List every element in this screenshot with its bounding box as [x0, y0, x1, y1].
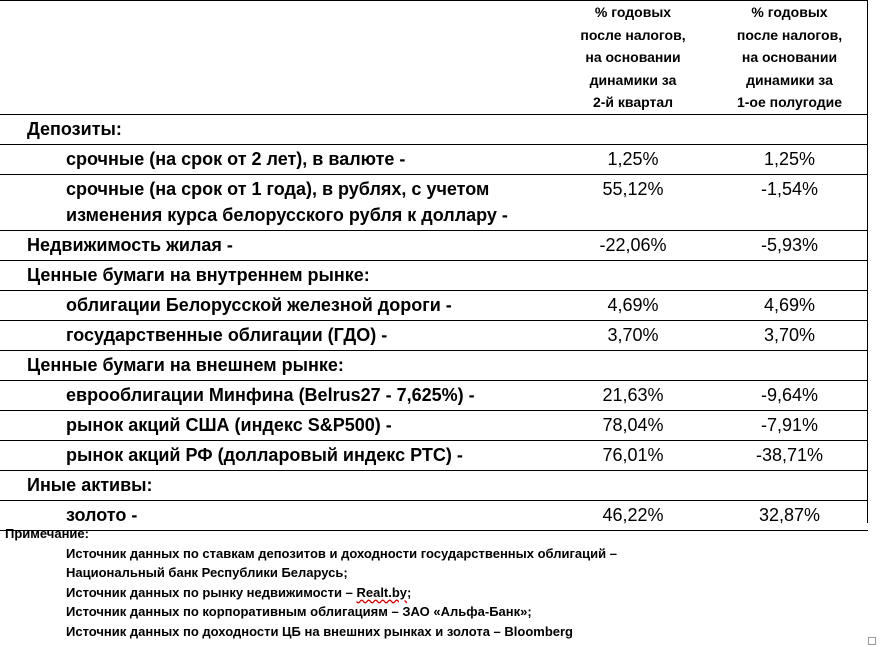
note-realt-suffix: ;: [407, 584, 412, 600]
note-line: Национальный банк Республики Беларусь;: [66, 565, 348, 580]
row-label: Иные активы:: [0, 470, 555, 500]
row-q2-value: [555, 470, 711, 500]
row-q2-value: [555, 260, 711, 290]
row-label: срочные (на срок от 1 года), в рублях, с учетом изменения курса белорусского рубля к доллару -: [0, 174, 555, 230]
row-h1-value: 32,87%: [711, 500, 868, 530]
row-q2-value: -22,06%: [555, 230, 711, 260]
table-row: [0, 440, 868, 470]
row-label: облигации Белорусской железной дороги -: [0, 290, 555, 320]
row-h1-value: [711, 114, 868, 144]
row-h1-value: [711, 470, 868, 500]
row-q2-value: [555, 350, 711, 380]
row-label: рынок акций США (индекс S&P500) -: [0, 410, 555, 440]
row-q2-value: 76,01%: [555, 440, 711, 470]
row-h1-value: 3,70%: [711, 320, 868, 350]
row-label: Недвижимость жилая -: [0, 230, 555, 260]
table-row-domestic-securities: [0, 260, 868, 290]
row-label: Ценные бумаги на внешнем рынке:: [0, 350, 555, 380]
table-row-foreign-securities: [0, 350, 868, 380]
table-row: [0, 320, 868, 350]
row-h1-value: -1,54%: [711, 174, 868, 230]
row-label: Депозиты:: [0, 114, 555, 144]
row-q2-value: 4,69%: [555, 290, 711, 320]
row-label: государственные облигации (ГДО) -: [0, 320, 555, 350]
row-q2-value: 1,25%: [555, 144, 711, 174]
table-row: [0, 410, 868, 440]
row-q2-value: 46,22%: [555, 500, 711, 530]
row-h1-value: 4,69%: [711, 290, 868, 320]
row-h1-value: -9,64%: [711, 380, 868, 410]
row-h1-value: -5,93%: [711, 230, 868, 260]
row-q2-value: 21,63%: [555, 380, 711, 410]
row-h1-value: [711, 350, 868, 380]
table-row: [0, 144, 868, 174]
row-label: срочные (на срок от 2 лет), в валюте -: [0, 144, 555, 174]
note-line: Источник данных по доходности ЦБ на внешних рынках и золота – Bloomberg: [66, 623, 573, 639]
row-label: еврооблигации Минфина (Belrus27 - 7,625%) -: [0, 380, 555, 410]
row-h1-value: 1,25%: [711, 144, 868, 174]
table-row-real-estate: [0, 230, 868, 260]
row-q2-value: 78,04%: [555, 410, 711, 440]
note-realt-prefix: Источник данных по рынку недвижимости –: [66, 584, 357, 600]
table-header-row: [0, 1, 868, 114]
row-label: Ценные бумаги на внутреннем рынке:: [0, 260, 555, 290]
header-h1: % годовых после налогов, на основании динамики за 1-ое полугодие: [711, 1, 868, 114]
note-line: Источник данных по корпоративным облигациям – ЗАО «Альфа-Банк»;: [66, 604, 532, 619]
row-q2-value: [555, 114, 711, 144]
note-line-realt: [5, 583, 617, 603]
row-label: рынок акций РФ (долларовый индекс РТС) -: [0, 440, 555, 470]
notes-title: Примечание:: [5, 526, 89, 541]
table-row-deposits: [0, 114, 868, 144]
row-h1-value: [711, 260, 868, 290]
table-right-edge: [867, 0, 868, 523]
returns-table: [0, 1, 868, 531]
notes-section: [5, 524, 617, 641]
table-row-other-assets: [0, 470, 868, 500]
row-h1-value: -38,71%: [711, 440, 868, 470]
header-label-cell: [0, 1, 555, 114]
table-row: [0, 174, 868, 230]
table-row: [0, 380, 868, 410]
row-q2-value: 3,70%: [555, 320, 711, 350]
row-h1-value: -7,91%: [711, 410, 868, 440]
row-q2-value: 55,12%: [555, 174, 711, 230]
row-label: золото -: [0, 500, 555, 530]
table-row: [0, 290, 868, 320]
header-q2: % годовых после налогов, на основании динамики за 2-й квартал: [555, 1, 711, 114]
note-line: Источник данных по ставкам депозитов и доходности государственных облигаций –: [66, 545, 617, 561]
realt-link: Realt.by: [356, 584, 408, 600]
resize-handle[interactable]: [868, 637, 876, 645]
